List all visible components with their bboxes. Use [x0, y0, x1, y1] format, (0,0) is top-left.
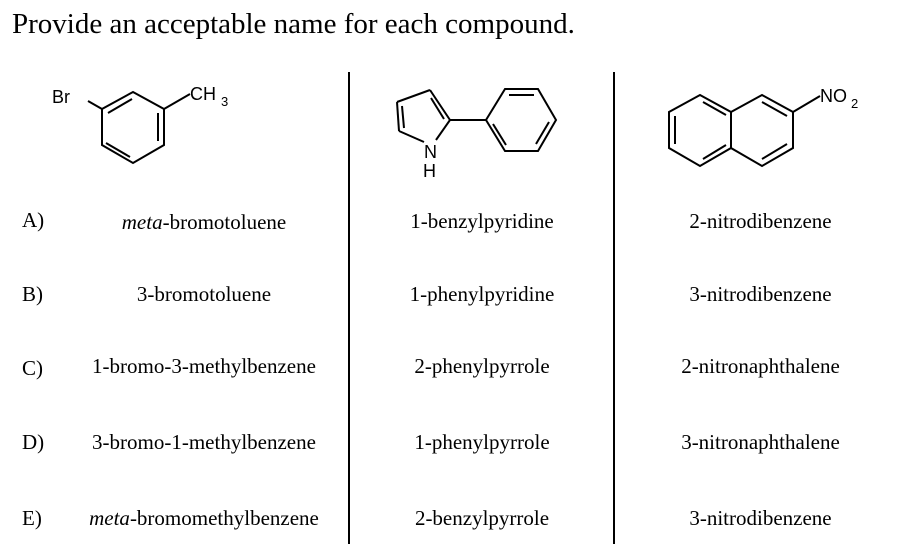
option-letter-c: C): [22, 356, 43, 380]
option-d-col1: [60, 429, 348, 455]
structure-2-n-label: N: [424, 142, 437, 162]
option-c-col2: 2-phenylpyrrole: [414, 354, 550, 378]
structure-nitronaphthalene: [650, 72, 890, 182]
column-divider-2: [613, 72, 615, 544]
option-d-col2: 1-phenylpyrrole: [414, 430, 550, 454]
structure-1-ch-label: CH: [190, 84, 216, 104]
structure-3-no-label: NO: [820, 86, 847, 106]
structure-2-h-label: H: [423, 161, 436, 181]
option-a-col1-name: -bromotoluene: [162, 210, 287, 234]
option-e-col1-prefix: meta: [89, 506, 130, 530]
structure-3-subscript: 2: [851, 96, 859, 111]
option-e-col2: 2-benzylpyrrole: [414, 506, 550, 530]
option-b-col2: 1-phenylpyridine: [409, 282, 555, 306]
option-e-col1-name: -bromomethylbenzene: [129, 506, 319, 530]
option-a-col1-prefix: meta: [121, 210, 163, 234]
structure-phenylpyrrole: [380, 72, 580, 192]
option-c-col1: [60, 353, 348, 379]
option-a-col2: 1-benzylpyridine: [410, 209, 554, 233]
option-letter-e: E): [22, 506, 42, 530]
option-e-col1: [60, 505, 348, 531]
option-d-col3: 3-nitronaphthalene: [681, 430, 840, 454]
structure-bromotoluene: [40, 72, 260, 182]
option-letter-d: D): [22, 430, 45, 454]
option-b-col1-name: 3-bromotoluene: [136, 282, 272, 306]
question-text: Provide an acceptable name for each compound.: [12, 8, 575, 40]
option-b-col1: [60, 281, 348, 307]
option-c-col3: 2-nitronaphthalene: [681, 354, 840, 378]
option-e-col3: 3-nitrodibenzene: [689, 506, 832, 530]
structure-1-subscript: 3: [221, 94, 229, 109]
option-a-col3: 2-nitrodibenzene: [689, 209, 832, 233]
option-d-col1-name: 3-bromo-1-methylbenzene: [92, 430, 316, 454]
option-b-col3: 3-nitrodibenzene: [689, 282, 832, 306]
option-c-col1-name: 1-bromo-3-methylbenzene: [92, 354, 316, 378]
option-letter-b: B): [22, 282, 43, 306]
structure-1-br-label: Br: [52, 87, 70, 107]
option-a-col1: [60, 209, 348, 235]
option-letter-a: A): [22, 208, 45, 232]
column-divider-1: [348, 72, 350, 544]
